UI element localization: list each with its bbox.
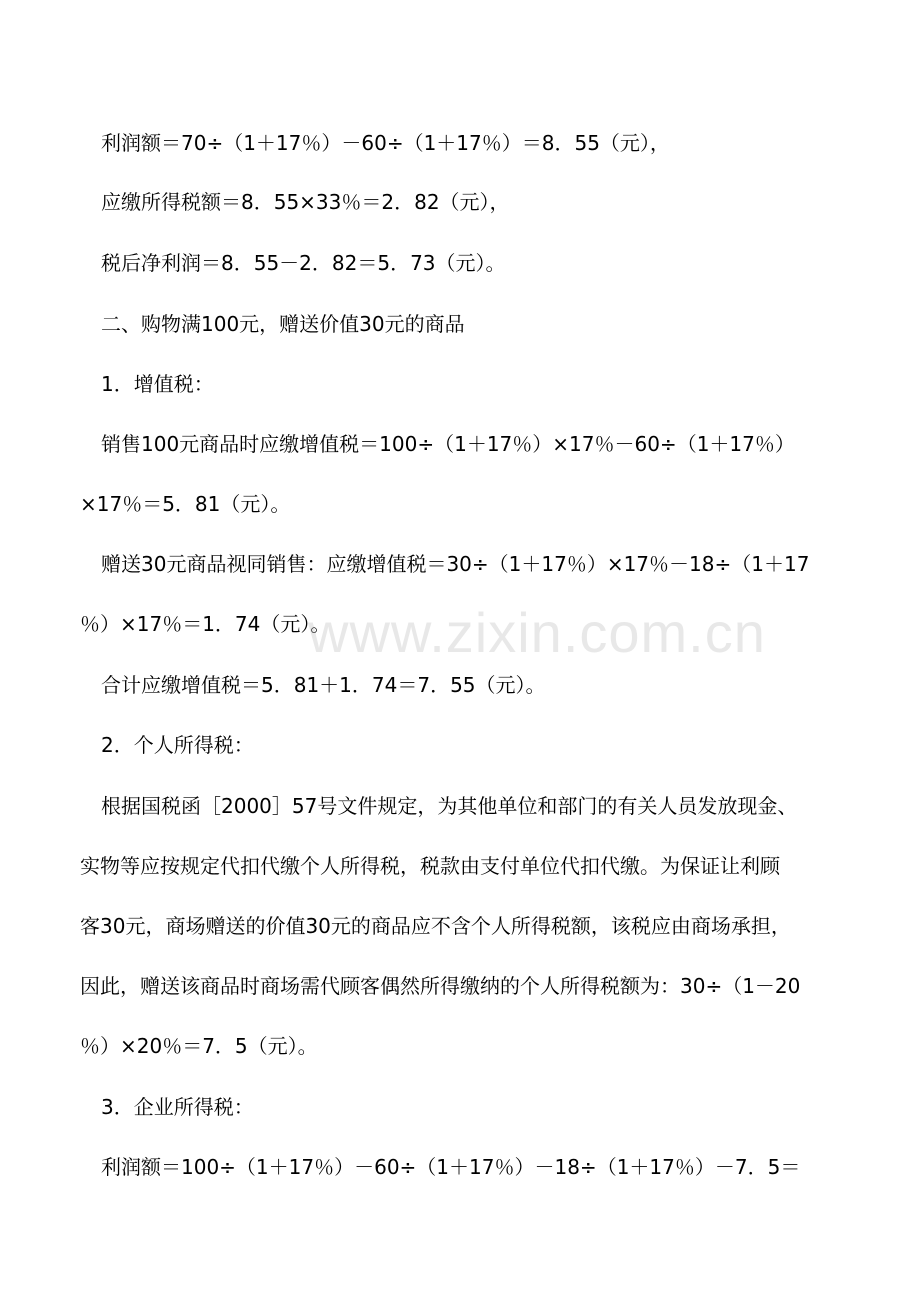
subheading-corporate-tax: 3．企业所得税： bbox=[101, 1095, 254, 1119]
watermark: www.zixin.com.cn bbox=[308, 601, 766, 664]
paragraph-corporate-profit: 利润额＝100÷（1＋17％）－60÷（1＋17％）－18÷（1＋17％）－7．5＝ bbox=[101, 1155, 801, 1179]
paragraph-vat-total: 合计应缴增值税＝5．81＋1．74＝7．55（元）。 bbox=[101, 673, 546, 697]
paragraph-regulation-cont-4: ％）×20％＝7．5（元）。 bbox=[80, 1034, 318, 1058]
paragraph-regulation-cont-2: 客30元，商场赠送的价值30元的商品应不含个人所得税额，该税应由商场承担， bbox=[80, 914, 791, 938]
paragraph-vat-gift: 赠送30元商品视同销售：应缴增值税＝30÷（1＋17％）×17％－18÷（1＋17 bbox=[101, 552, 810, 576]
paragraph-vat-gift-cont: ％）×17％＝1．74（元）。 bbox=[80, 612, 331, 636]
paragraph-vat-sales: 销售100元商品时应缴增值税＝100÷（1＋17％）×17％－60÷（1＋17％） bbox=[101, 432, 795, 456]
paragraph-regulation: 根据国税函［2000］57号文件规定，为其他单位和部门的有关人员发放现金、 bbox=[101, 794, 798, 818]
section-heading: 二、购物满100元，赠送价值30元的商品 bbox=[101, 312, 465, 336]
paragraph-vat-sales-cont: ×17％＝5．81（元）。 bbox=[80, 492, 291, 516]
paragraph-profit: 利润额＝70÷（1＋17％）－60÷（1＋17％）＝8．55（元）， bbox=[101, 131, 670, 155]
subheading-vat: 1．增值税： bbox=[101, 372, 214, 396]
paragraph-regulation-cont-1: 实物等应按规定代扣代缴个人所得税，税款由支付单位代扣代缴。为保证让利顾 bbox=[80, 854, 780, 878]
paragraph-net-profit: 税后净利润＝8．55－2．82＝5．73（元）。 bbox=[101, 251, 506, 275]
subheading-personal-tax: 2．个人所得税： bbox=[101, 733, 254, 757]
paragraph-regulation-cont-3: 因此，赠送该商品时商场需代顾客偶然所得缴纳的个人所得税额为：30÷（1－20 bbox=[80, 974, 801, 998]
paragraph-income-tax: 应缴所得税额＝8．55×33％＝2．82（元）， bbox=[101, 190, 510, 214]
